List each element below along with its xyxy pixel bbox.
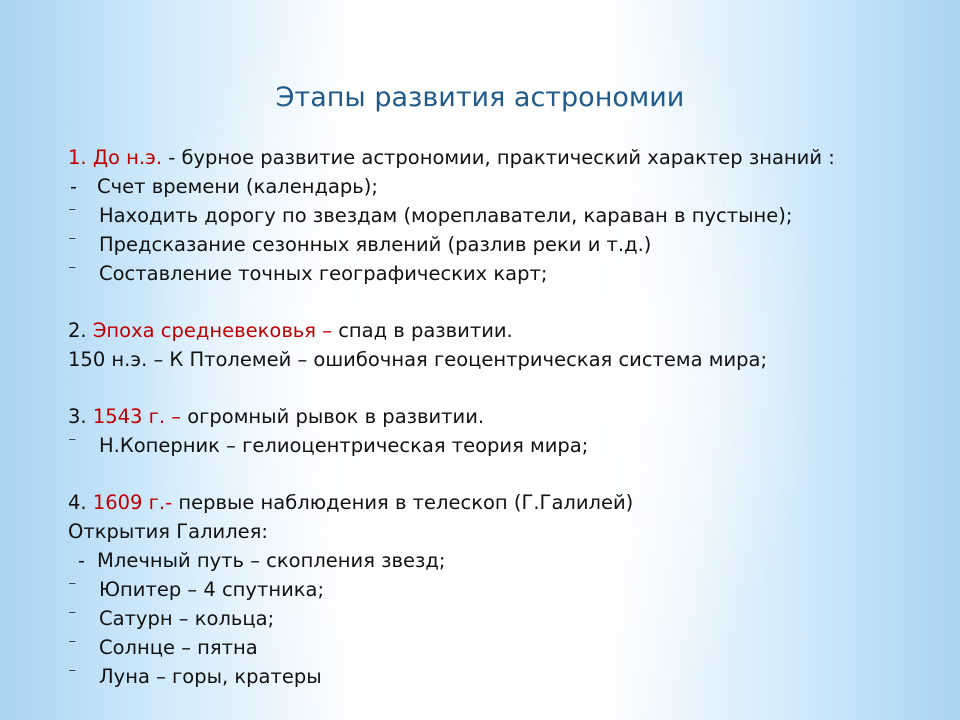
section-2-number: 2.	[68, 319, 87, 342]
list-item-text: Предсказание сезонных явлений (разлив реки и т.д.)	[99, 233, 652, 256]
section-1-number: 1.	[68, 146, 87, 169]
list-item	[68, 259, 948, 288]
list-item-text: Н.Коперник – гелиоцентрическая теория мира;	[99, 434, 589, 457]
section-2-heading	[68, 316, 948, 345]
section-3-heading	[68, 402, 948, 431]
section-2-period: Эпоха средневековья –	[92, 319, 332, 342]
section-4-text: первые наблюдения в телескоп (Г.Галилей)	[178, 491, 634, 514]
section-2-text: спад в развитии.	[338, 319, 513, 342]
bullet-icon: ⁻	[68, 635, 77, 654]
section-2-detail: 150 н.э. – К Птолемей – ошибочная геоцентрическая система мира;	[68, 348, 768, 371]
list-item-text: Сатурн – кольца;	[99, 607, 275, 630]
dash-marker: -	[70, 175, 78, 198]
list-item	[68, 604, 948, 633]
list-item-text: Солнце – пятна	[99, 636, 258, 659]
section-3-period: 1543 г. –	[92, 405, 182, 428]
list-item-text: Юпитер – 4 спутника;	[99, 578, 325, 601]
bullet-icon: ⁻	[68, 261, 77, 280]
list-item	[68, 201, 948, 230]
section-4-number: 4.	[68, 491, 87, 514]
bullet-icon: ⁻	[68, 664, 77, 683]
section-1-heading	[68, 143, 948, 172]
spacer	[68, 288, 948, 316]
list-item	[68, 575, 948, 604]
section-3-number: 3.	[68, 405, 87, 428]
list-item	[68, 230, 948, 259]
list-item	[68, 546, 948, 575]
list-item-text: Находить дорогу по звездам (мореплаватели, караван в пустыне);	[99, 204, 793, 227]
list-item	[68, 662, 948, 691]
bullet-icon: ⁻	[68, 232, 77, 251]
dash-marker: -	[78, 549, 86, 572]
list-item-text: Луна – горы, кратеры	[99, 665, 322, 688]
spacer	[68, 460, 948, 488]
list-item-text: Млечный путь – скопления звезд;	[97, 549, 446, 572]
slide-content	[68, 143, 948, 691]
section-1-text: - бурное развитие астрономии, практический характер знаний :	[168, 146, 835, 169]
section-4-period: 1609 г.-	[92, 491, 173, 514]
section-4-heading	[68, 488, 948, 517]
bullet-icon: ⁻	[68, 606, 77, 625]
list-item-text: Счет времени (календарь);	[97, 175, 378, 198]
section-3-text: огромный рывок в развитии.	[187, 405, 485, 428]
section-4-subheading: Открытия Галилея:	[68, 520, 268, 543]
spacer	[68, 374, 948, 402]
bullet-icon: ⁻	[68, 577, 77, 596]
list-item	[68, 431, 948, 460]
list-item	[68, 633, 948, 662]
list-item-text: Составление точных географических карт;	[99, 262, 548, 285]
slide-title: Этапы развития астрономии	[275, 82, 685, 113]
section-1-period: До н.э.	[92, 146, 163, 169]
bullet-icon: ⁻	[68, 203, 77, 222]
list-item	[68, 172, 948, 201]
bullet-icon: ⁻	[68, 433, 77, 452]
